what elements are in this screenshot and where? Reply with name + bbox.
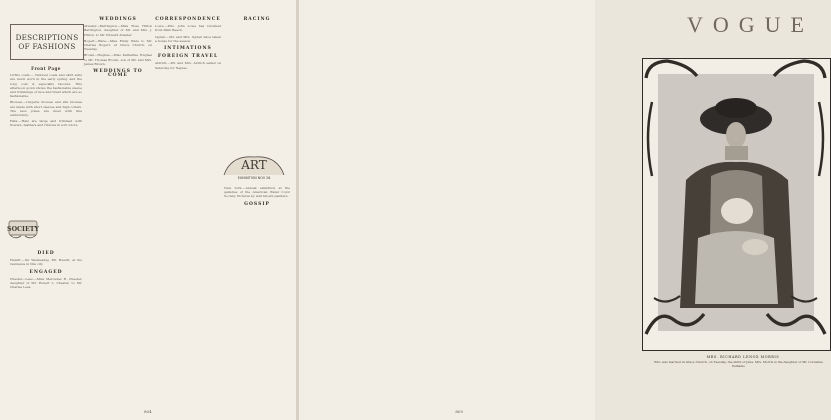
died-heading: DIED	[37, 251, 55, 256]
society-label: SOCIETY	[7, 226, 39, 233]
art-column-lower	[224, 186, 290, 406]
fashions-paragraph-3: Hats.—Hats are large and trimmed with flowers, feathers and ribbons in soft colors.	[10, 119, 82, 128]
left-lower-column	[10, 248, 82, 408]
travel-entry-1: Aldrich.—Mr. and Mrs. Aldrich sailed on Saturday for Naples.	[155, 61, 221, 70]
gossip-heading: GOSSIP	[244, 201, 270, 207]
portrait-caption-text: Who was married in Grace Church, on Tuesday, the ninth of June. Mrs. Morris is the daughter of Mr. Cornelius Pelhams	[654, 360, 823, 368]
racing-heading: RACING	[243, 17, 271, 22]
wedding-entry-3: Brown—Hughes.—Miss Katharine Hughes to Mr. Thomas Brown, son of Mr. and Mrs. James Brown.	[84, 53, 152, 66]
intimations-heading: INTIMATIONS	[164, 46, 212, 52]
engaged-heading: ENGAGED	[29, 269, 63, 275]
correspondence-heading: CORRESPONDENCE	[155, 17, 221, 22]
art-title: ART	[241, 158, 267, 172]
weddings-to-come-heading: WEDDINGS TO COME	[93, 69, 143, 79]
society-ornament	[8, 216, 38, 241]
correspondence-entry-2: Ogden.—Mr. and Mrs. Ogden have taken a house for the season.	[155, 34, 221, 43]
died-text: Hewitt.—On Wednesday, Mr. Hewitt, at his residence in this city.	[10, 258, 82, 267]
left-page	[0, 0, 296, 420]
art-ornament	[221, 151, 287, 181]
left-page-number: 804	[144, 409, 152, 414]
art-subtitle: EXHIBITION NOV 26	[237, 176, 271, 180]
fashions-paragraph-2: Blouses.—Lingerie blouses and silk blouses are made with short sleeves and high collars. The lace yokes are inset with fine embroidery.	[10, 100, 82, 118]
right-page	[299, 0, 823, 420]
wedding-entry-2: Bogert—Ware.—Miss Emily Ware to Mr. Charles Bogert, at Grace Church, on Tuesday.	[84, 38, 152, 52]
correspondence-entry-1: Lowe.—Mrs. John Lowe has returned from Palm Beach.	[155, 24, 221, 33]
fashions-heading: DESCRIPTIONS OF FASHIONS	[10, 24, 84, 60]
fashions-subtitle: Front Page	[31, 66, 61, 71]
foreign-travel-heading: FOREIGN TRAVEL	[157, 54, 219, 60]
correspondence-column	[155, 14, 221, 402]
art-column-upper	[224, 14, 290, 150]
wedding-entry-1: Atwater—Barrington.—Miss Rose Hilton Barrington, daughter of Mr. and Mrs. J. Hilton, to Mr. Edward Atwater.	[84, 24, 152, 37]
engaged-text: Chester—Lees.—Miss Mercedes R. Chester, daughter of Mr. Robert L. Chester, to Mr. Charles Lees.	[10, 276, 82, 290]
art-nouveau-border	[642, 58, 829, 349]
fashions-paragraph-1: LONG coats.— Tailored coats and skirt suits are much worn in the early spring, and the long coat is especially favored. This afternoon gown shows the fashionable sleeve and trimmings of lace and braid which are so fashionable.	[10, 73, 82, 99]
art-body: New York.—Annual exhibition at the galleries of the American Water Color Society. Pictures by well known painters.	[224, 186, 290, 199]
right-page-number: 805	[455, 409, 463, 414]
weddings-heading: WEDDINGS	[99, 17, 137, 22]
masthead: VOGUE	[687, 12, 814, 37]
weddings-column	[84, 14, 152, 402]
fashions-column	[10, 64, 82, 208]
portrait-caption-name: MRS. RICHARD LENOX MORRIS	[706, 355, 780, 359]
